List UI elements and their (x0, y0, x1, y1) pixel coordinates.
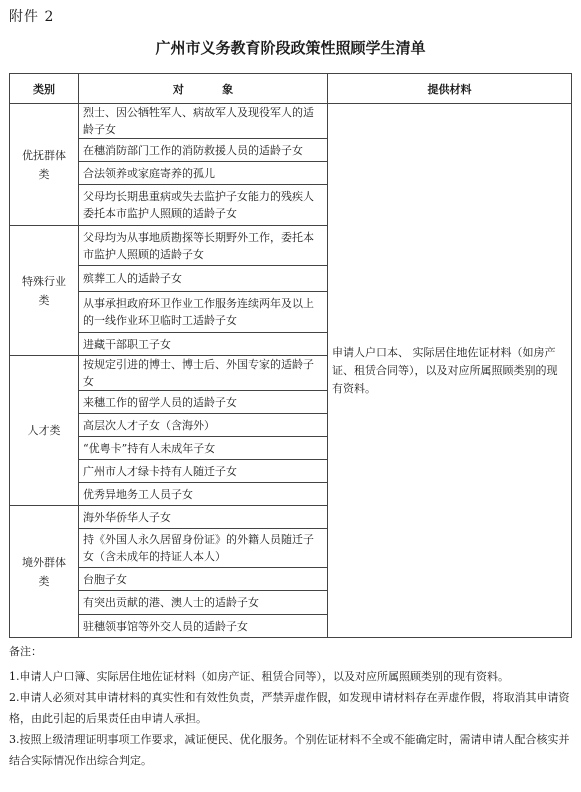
materials-cell: 申请人户口本、 实际居住地佐证材料（如房产证、租赁合同等），以及对应所属照顾类别的现有资料。 (328, 104, 572, 638)
target-item: 驻穗领事馆等外交人员的适龄子女 (79, 615, 328, 638)
notes-heading: 备注： (9, 645, 42, 658)
target-item: 进藏干部职工子女 (79, 333, 328, 356)
header-materials: 提供材料 (328, 74, 572, 104)
attachment-label: 附件 2 (9, 9, 55, 25)
policy-table (9, 73, 572, 638)
target-item: 父母均长期患重病或失去监护子女能力的残疾人委托本市监护人照顾的适龄子女 (79, 185, 328, 226)
target-item: 烈士、因公牺牲军人、病故军人及现役军人的适龄子女 (79, 104, 328, 139)
category-cell: 优抚群体类 (10, 104, 79, 226)
target-item: 在穗消防部门工作的消防救援人员的适龄子女 (79, 139, 328, 162)
target-item: 按规定引进的博士、博士后、外国专家的适龄子女 (79, 356, 328, 391)
target-item: 来穗工作的留学人员的适龄子女 (79, 391, 328, 414)
note-item: 3.按照上级清理证明事项工作要求，减证便民、优化服务。个别佐证材料不全或不能确定时，需请申请人配合核实并结合实际情况作出综合判定。 (9, 733, 570, 767)
target-item: 从事承担政府环卫作业工作服务连续两年及以上的一线作业环卫临时工适龄子女 (79, 292, 328, 333)
note-item: 1.申请人户口簿、实际居住地佐证材料（如房产证、租赁合同等），以及对应所属照顾类别的现有资料。 (9, 670, 509, 683)
target-item: 殡葬工人的适龄子女 (79, 266, 328, 292)
note-item: 2.申请人必须对其申请材料的真实性和有效性负责，严禁弄虚作假，如发现申请材料存在弄虚作假，将取消其申请资格，由此引起的后果责任由申请人承担。 (9, 691, 570, 725)
page-title: 广州市义务教育阶段政策性照顾学生清单 (155, 39, 426, 57)
header-target: 对 象 (79, 74, 328, 104)
table-header-row (10, 74, 572, 104)
table-row (10, 104, 572, 139)
target-item: 高层次人才子女（含海外） (79, 414, 328, 437)
category-cell: 人才类 (10, 356, 79, 506)
target-item: 持《外国人永久居留身份证》的外籍人员随迁子女（含未成年的持证人本人） (79, 529, 328, 568)
target-item: 台胞子女 (79, 568, 328, 591)
target-item: 广州市人才绿卡持有人随迁子女 (79, 460, 328, 483)
category-cell: 境外群体类 (10, 506, 79, 638)
header-category: 类别 (10, 74, 79, 104)
notes-section (9, 641, 572, 771)
target-item: 合法领养或家庭寄养的孤儿 (79, 162, 328, 185)
target-item: 有突出贡献的港、澳人士的适龄子女 (79, 591, 328, 615)
target-item: 优秀异地务工人员子女 (79, 483, 328, 506)
target-item: 海外华侨华人子女 (79, 506, 328, 529)
category-cell: 特殊行业类 (10, 226, 79, 356)
target-item: “优粤卡”持有人未成年子女 (79, 437, 328, 460)
target-item: 父母均为从事地质勘探等长期野外工作，委托本市监护人照顾的适龄子女 (79, 226, 328, 266)
